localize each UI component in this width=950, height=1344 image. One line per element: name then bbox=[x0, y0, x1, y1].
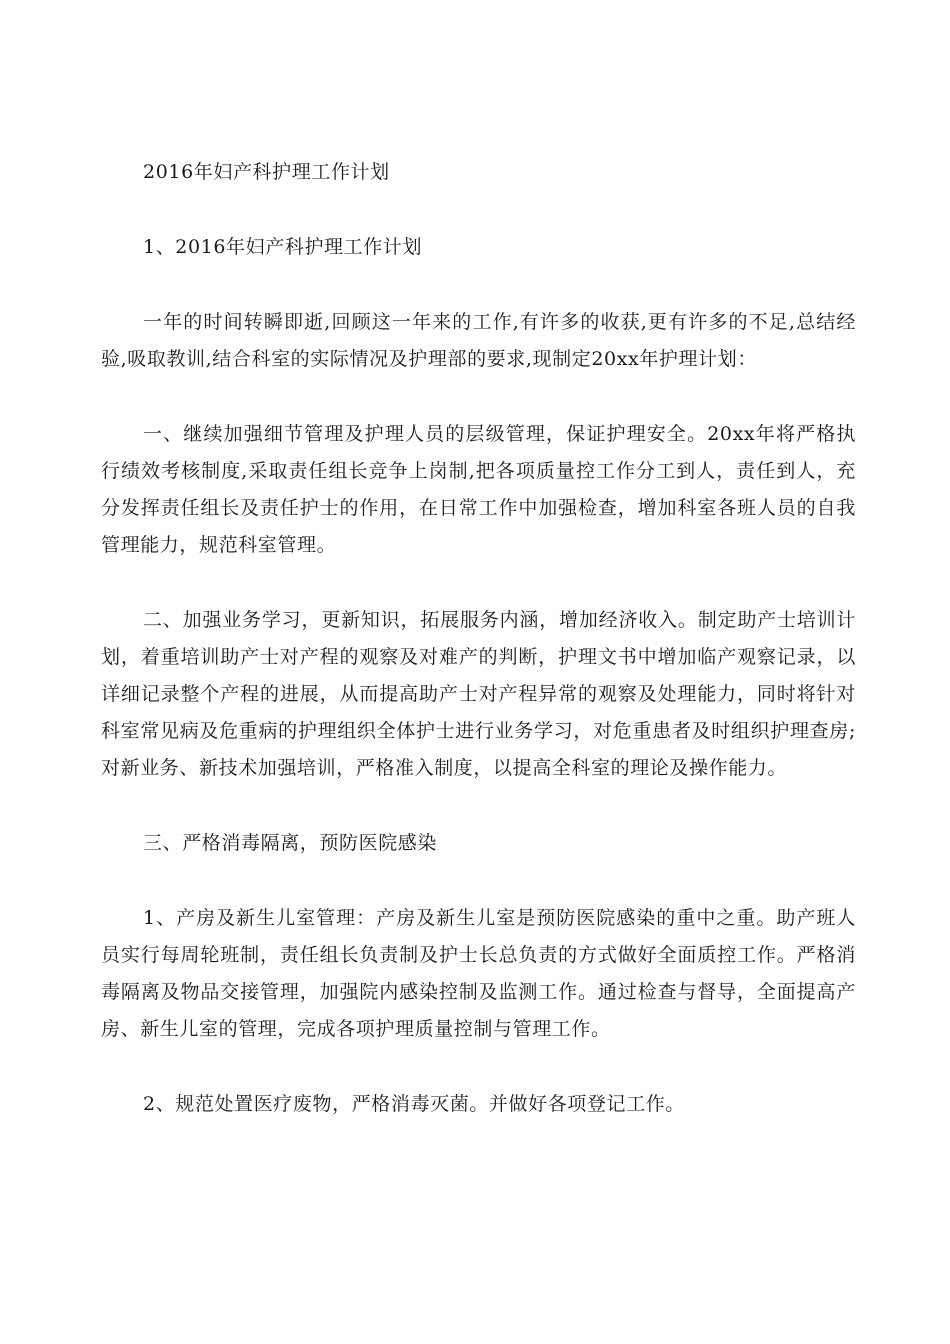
section-heading: 1、2016年妇产科护理工作计划 bbox=[143, 236, 423, 258]
paragraph-subitem-2: 2、规范处置医疗废物，严格消毒灭菌。并做好各项登记工作。 bbox=[143, 1093, 685, 1115]
document-body bbox=[101, 154, 856, 1123]
paragraph-heading-3: 三、严格消毒隔离，预防医院感染 bbox=[143, 832, 438, 854]
paragraph-item-2: 二、加强业务学习，更新知识，拓展服务内涵，增加经济收入。制定助产士培训计划，着重培训助产士对产程的观察及对难产的判断，护理文书中增加临产观察记录，以详细记录整个产程的进展，从而提高助产士对产程异常的观察及处理能力，同时将针对科室常见病及危重病的护理组织全体护士进行业务学习，对危重患者及时组织护理查房;对新业务、新技术加强培训，严格准入制度，以提高全科室的理论及操作能力。 bbox=[101, 609, 856, 779]
paragraph-subitem-1: 1、产房及新生儿室管理：产房及新生儿室是预防医院感染的重中之重。助产班人员实行每周轮班制，责任组长负责制及护士长总负责的方式做好全面质控工作。严格消毒隔离及物品交接管理，加强院内感染控制及监测工作。通过检查与督导，全面提高产房、新生儿室的管理，完成各项护理质量控制与管理工作。 bbox=[101, 907, 856, 1040]
paragraph-item-1: 一、继续加强细节管理及护理人员的层级管理，保证护理安全。20xx年将严格执行绩效考核制度,采取责任组长竞争上岗制,把各项质量控工作分工到人，责任到人，充分发挥责任组长及责任护士的作用，在日常工作中加强检查，增加科室各班人员的自我管理能力，规范科室管理。 bbox=[101, 423, 856, 556]
intro-paragraph: 一年的时间转瞬即逝,回顾这一年来的工作,有许多的收获,更有许多的不足,总结经验,吸取教训,结合科室的实际情况及护理部的要求,现制定20xx年护理计划： bbox=[101, 311, 856, 370]
document-title: 2016年妇产科护理工作计划 bbox=[143, 161, 390, 183]
